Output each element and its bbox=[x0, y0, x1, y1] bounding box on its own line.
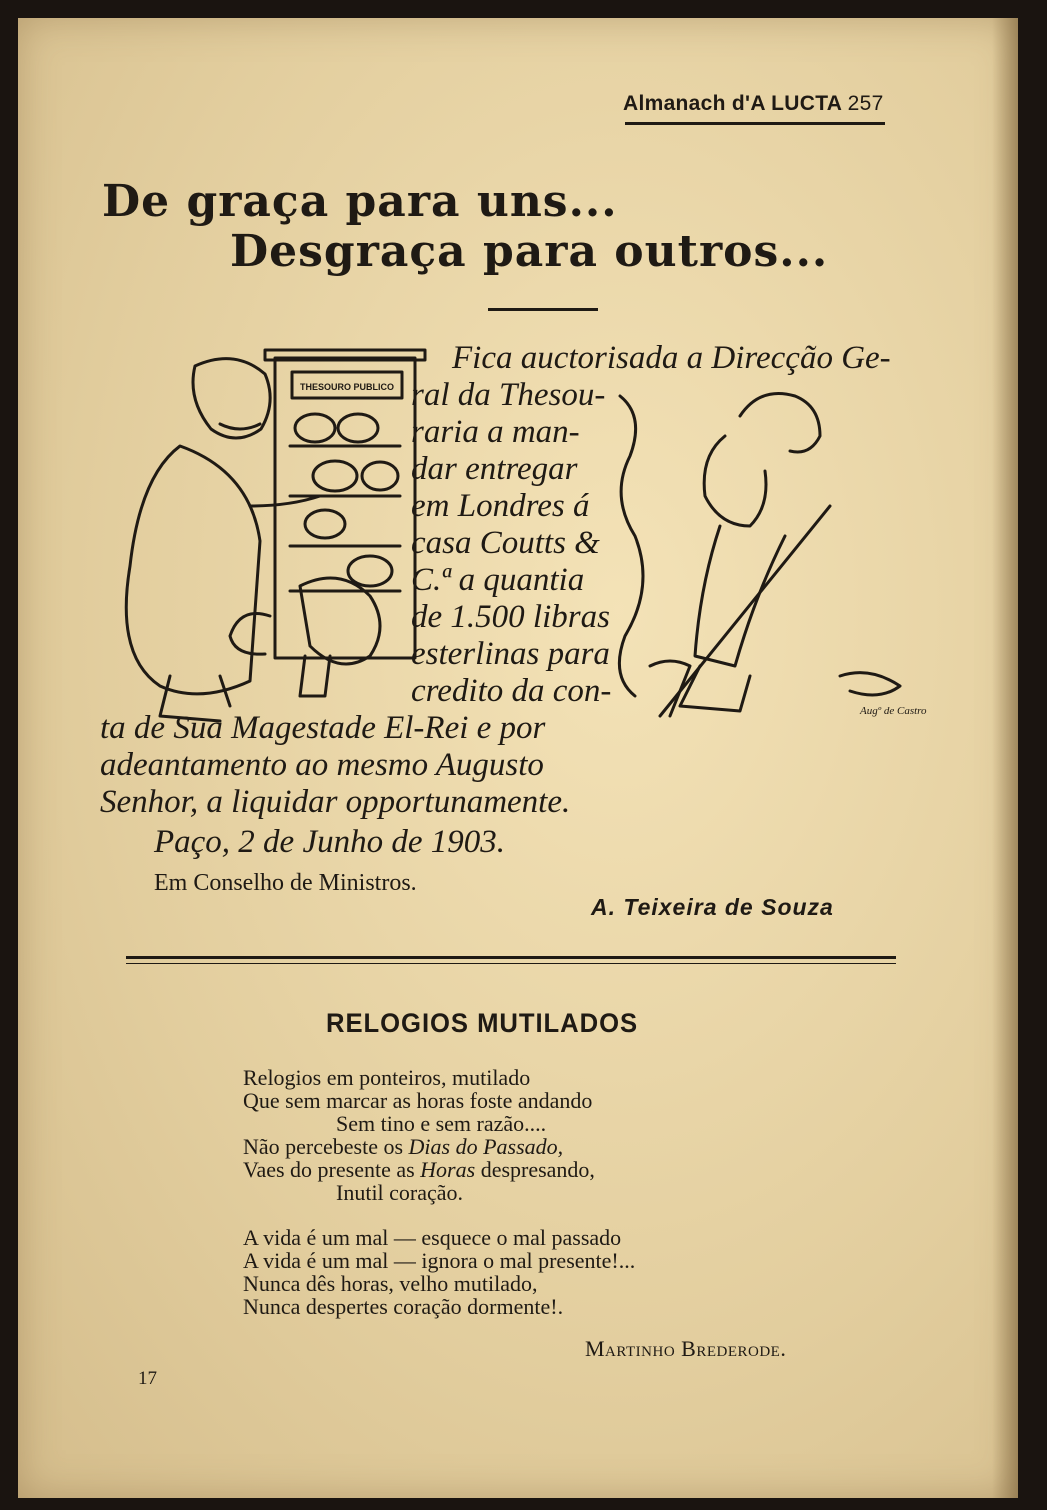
poem-line: A vida é um mal — esquece o mal passado bbox=[243, 1225, 622, 1250]
decree-line: raria a man- bbox=[411, 414, 580, 450]
decree-line: credito da con- bbox=[411, 673, 612, 709]
headline-line-2: Desgraça para outros... bbox=[230, 226, 829, 277]
poem-author: Martinho Brederode. bbox=[585, 1336, 787, 1361]
poem-line: Vaes do presente as Horas despresando, bbox=[243, 1157, 595, 1182]
poem-title: RELOGIOS MUTILADOS bbox=[326, 1008, 639, 1038]
poem-line: Que sem marcar as horas foste andando bbox=[243, 1088, 593, 1113]
section-separator-thin bbox=[126, 963, 896, 964]
decree-council: Em Conselho de Ministros. bbox=[154, 870, 417, 896]
artist-signature: Augº de Castro bbox=[860, 705, 927, 717]
page-number: 257 bbox=[847, 92, 884, 115]
running-header bbox=[623, 92, 884, 116]
poem-line: Inutil coração. bbox=[336, 1180, 464, 1205]
headline-rule bbox=[488, 308, 598, 311]
decree-line: adeantamento ao mesmo Augusto bbox=[100, 747, 544, 783]
poem-line: A vida é um mal — ignora o mal presente!... bbox=[243, 1248, 636, 1273]
decree-line: esterlinas para bbox=[411, 636, 610, 672]
peasant-with-hoe-icon bbox=[650, 394, 900, 717]
decree-line: C.ª a quantia bbox=[411, 562, 585, 598]
signature-mark: 17 bbox=[138, 1368, 157, 1389]
document-page bbox=[18, 18, 1018, 1498]
poem-line: Relogios em ponteiros, mutilado bbox=[243, 1065, 531, 1090]
poem-line: Não percebeste os Dias do Passado, bbox=[243, 1134, 564, 1159]
decree-line: casa Coutts & bbox=[411, 525, 600, 561]
decree-line: dar entregar bbox=[411, 451, 578, 487]
decree-line: em Londres á bbox=[411, 488, 590, 524]
headline-line-1: De graça para uns... bbox=[102, 176, 618, 227]
decree-line: Fica auctorisada a Direcção Ge- bbox=[452, 340, 891, 376]
safe-label: THESOURO PUBLICO bbox=[299, 382, 395, 392]
decree-line: ta de Sua Magestade El-Rei e por bbox=[100, 710, 546, 746]
header-title: Almanach d'A LUCTA bbox=[623, 92, 842, 115]
decree-place-date: Paço, 2 de Junho de 1903. bbox=[154, 824, 505, 860]
header-underline bbox=[625, 122, 885, 125]
tree-trunk-icon bbox=[619, 396, 643, 696]
poem-line: Nunca despertes coração dormente!. bbox=[243, 1294, 564, 1319]
decree-line: Senhor, a liquidar opportunamente. bbox=[100, 784, 571, 820]
poem-line: Sem tino e sem razão.... bbox=[336, 1111, 547, 1136]
poem-line: Nunca dês horas, velho mutilado, bbox=[243, 1271, 538, 1296]
decree-line: de 1.500 libras bbox=[411, 599, 610, 635]
official-figure-icon bbox=[126, 359, 320, 721]
page-gutter-shadow bbox=[992, 18, 1018, 1498]
decree-line: ral da Thesou- bbox=[411, 377, 606, 413]
decree-signer: A. Teixeira de Souza bbox=[591, 894, 834, 920]
section-separator bbox=[126, 956, 896, 959]
